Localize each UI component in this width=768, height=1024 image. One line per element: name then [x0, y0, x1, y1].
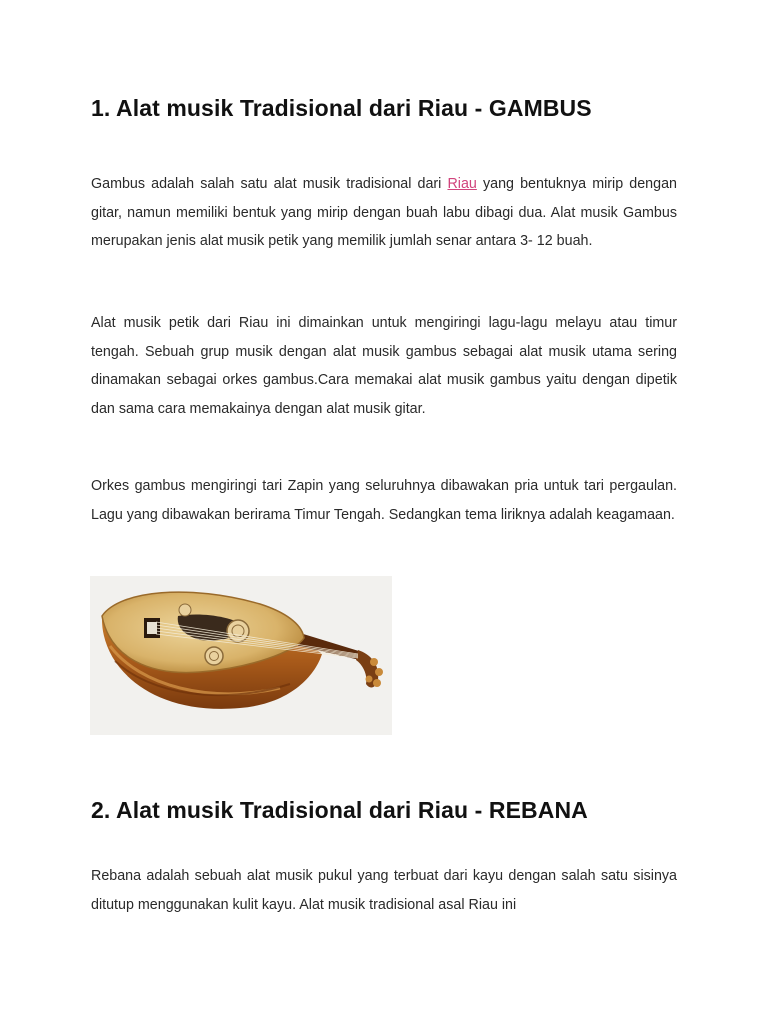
paragraph-gambus-orkes: Orkes gambus mengiringi tari Zapin yang seluruhnya dibawakan pria untuk tari pergaulan. Lagu yang dibawakan berirama Timur Tengah. Sedangkan tema liriknya adalah keagamaan.: [91, 478, 677, 523]
section-heading-gambus: 1. Alat musik Tradisional dari Riau - GAMBUS: [91, 95, 592, 121]
gambus-image: [90, 576, 392, 735]
paragraph-rebana-intro: Rebana adalah sebuah alat musik pukul yang terbuat dari kayu dengan salah satu sisinya ditutup menggunakan kulit kayu. Alat musik tradisional asal Riau ini: [91, 868, 677, 913]
paragraph-text: Gambus adalah salah satu alat musik tradisional dari: [91, 176, 448, 192]
riau-link[interactable]: Riau: [447, 176, 477, 192]
paragraph-gambus-playing: Alat musik petik dari Riau ini dimainkan untuk mengiringi lagu-lagu melayu atau timur tengah. Sebuah grup musik dengan alat musik gambus sebagai alat musik utama sering dinamakan sebagai orkes gambus.Cara memakai alat musik gambus yaitu dengan dipetik dan sama cara memakainya dengan alat musik gitar.: [91, 315, 677, 418]
paragraph-gambus-intro: [91, 170, 677, 256]
paragraph-text: yang bentuknya mirip dengan gitar, namun memiliki bentuk yang mirip dengan buah labu dibagi dua. Alat musik Gambus merupakan jenis alat musik petik yang memilik jumlah senar antara 3- 12 buah.: [91, 176, 677, 250]
section-heading-rebana: 2. Alat musik Tradisional dari Riau - REBANA: [91, 797, 588, 823]
